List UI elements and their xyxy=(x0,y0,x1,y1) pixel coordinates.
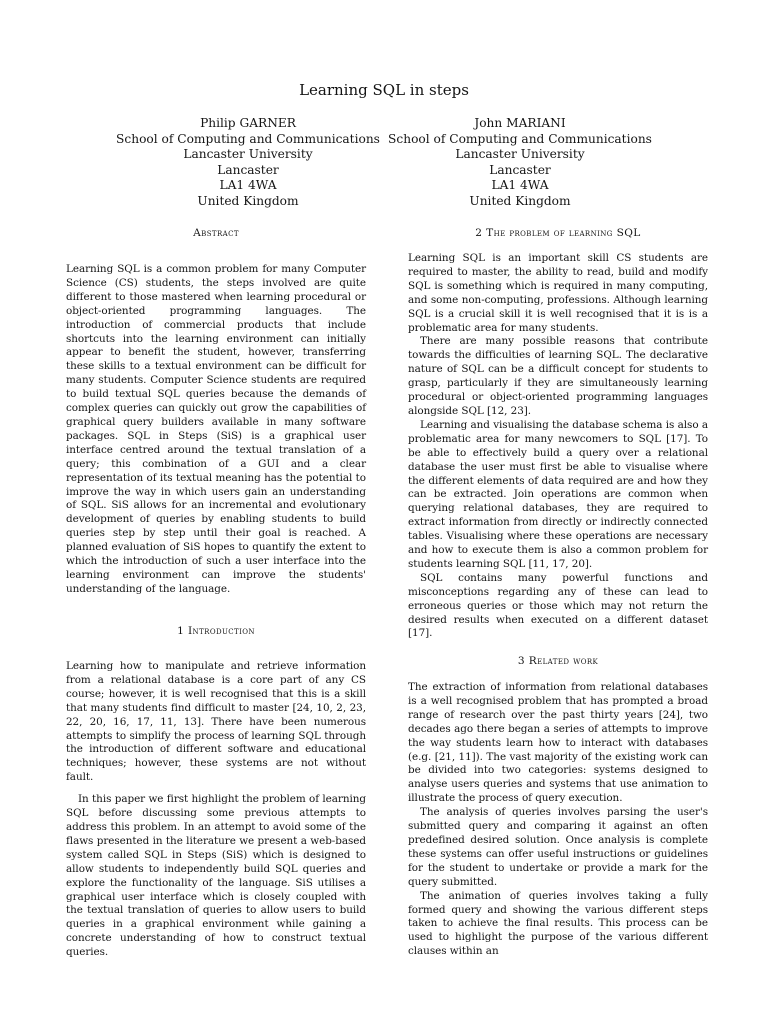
author-block-mariani xyxy=(370,116,670,210)
author-city: Lancaster xyxy=(489,162,551,177)
author-postcode: LA1 4WA xyxy=(219,178,277,193)
related-work-body xyxy=(408,681,708,959)
problem-body xyxy=(408,252,708,641)
author-country: United Kingdom xyxy=(469,193,571,208)
author-block-garner xyxy=(98,116,398,210)
introduction-body xyxy=(66,660,366,960)
problem-heading: 2 The problem of learning SQL xyxy=(475,227,641,239)
problem-paragraph-2: There are many possible reasons that contribute towards the difficulties of learning SQL. The declarative nature of SQL can be a difficult concept for students to grasp, particularly if they are simultaneously learning procedural or object-oriented programming languages alongside SQL [12, 23]. xyxy=(408,335,708,417)
introduction-paragraph-1: Learning how to manipulate and retrieve information from a relational database is a core part of any CS course; however, it is well recognised that this is a skill that many students find difficult to master [24, 10, 2, 23, 22, 20, 16, 17, 11, 13]. There have been numerous attempts to simplify the process of learning SQL through the introduction of different software and educational techniques; however, these systems are not without fault. xyxy=(66,660,366,784)
abstract-body xyxy=(66,263,366,597)
author-name: Philip GARNER xyxy=(200,116,296,130)
abstract-paragraph: Learning SQL is a common problem for many Computer Science (CS) students, the steps involved are quite different to those mastered when learning procedural or object-oriented programming languages. The introduction of commercial products that include shortcuts into the learning environment can initially appear to benefit the student, however, transferring these skills to a textual environment can be difficult for many students. Computer Science students are required to build textual SQL queries because the demands of complex queries can quickly out grow the capabilities of graphical query builders available in many software packages. SQL in Steps (SiS) is a graphical user interface centred around the textual translation of a query; this combination of a GUI and a clear representation of its textual meaning has the potential to improve the way in which users gain an understanding of SQL. SiS allows for an incremental and evolutionary development of queries by enabling students to build queries step by step until their goal is reached. A planned evaluation of SiS hopes to quantify the extent to which the introduction of such a user interface into the learning environment can improve the students' understanding of the language. xyxy=(66,263,366,595)
problem-paragraph-1: Learning SQL is an important skill CS students are required to master, the ability to read, build and modify SQL is something which is required in many computing, and some non-computing, professions. Although learning SQL is a crucial skill it is well recognised that it is is a problematic area for many students. xyxy=(408,252,708,334)
author-university: Lancaster University xyxy=(455,147,585,162)
introduction-paragraph-2: In this paper we first highlight the problem of learning SQL before discussing some previous attempts to address this problem. In an attempt to avoid some of the flaws presented in the literature we present a web-based system called SQL in Steps (SiS) which is designed to allow students to independently build SQL queries and explore the functionality of the language. SiS utilises a graphical user interface which is closely coupled with the textual translation of queries to allow users to build queries in a graphical environment while gaining a concrete understanding of how to construct textual queries. xyxy=(66,793,366,959)
author-school: School of Computing and Communications xyxy=(116,131,380,146)
related-paragraph-1: The extraction of information from relational databases is a well recognised problem that has prompted a broad range of research over the past thirty years [24], two decades ago there began a series of attempts to improve the way students learn how to interact with databases (e.g. [21, 11]). The vast majority of the existing work can be divided into two categories: systems designed to analyse users queries and systems that use animation to illustrate the process of query execution. xyxy=(408,681,708,805)
author-city: Lancaster xyxy=(217,162,279,177)
introduction-heading: 1 Introduction xyxy=(177,625,255,637)
author-name: John MARIANI xyxy=(474,116,566,130)
author-country: United Kingdom xyxy=(197,193,299,208)
problem-paragraph-3: Learning and visualising the database schema is also a problematic area for many newcomers to SQL [17]. To be able to effectively build a query over a relational database the user must first be able to visualise where the different elements of data required are and how they can be extracted. Join operations are common when querying relational databases, they are required to extract information from directly or indirectly connected tables. Visualising where these operations are necessary and how to execute them is also a common problem for students learning SQL [11, 17, 20]. xyxy=(408,418,708,570)
related-paragraph-3: The animation of queries involves taking a fully formed query and showing the various different steps taken to achieve the final results. This process can be used to highlight the purpose of the various different clauses within an xyxy=(408,889,708,958)
paper-title: Learning SQL in steps xyxy=(299,81,469,99)
abstract-heading: Abstract xyxy=(193,227,239,239)
related-paragraph-2: The analysis of queries involves parsing the user's submitted query and comparing it against an often predefined desired solution. Once analysis is complete these systems can offer useful instructions or guidelines for the student to undertake or provide a mark for the query submitted. xyxy=(408,806,708,888)
author-university: Lancaster University xyxy=(183,147,313,162)
related-work-heading: 3 Related work xyxy=(517,655,599,667)
problem-paragraph-4: SQL contains many powerful functions and misconceptions regarding any of these can lead to erroneous queries or those which may not return the desired results when executed on a different dataset [17]. xyxy=(408,571,708,640)
author-postcode: LA1 4WA xyxy=(491,178,549,193)
author-school: School of Computing and Communications xyxy=(388,131,652,146)
